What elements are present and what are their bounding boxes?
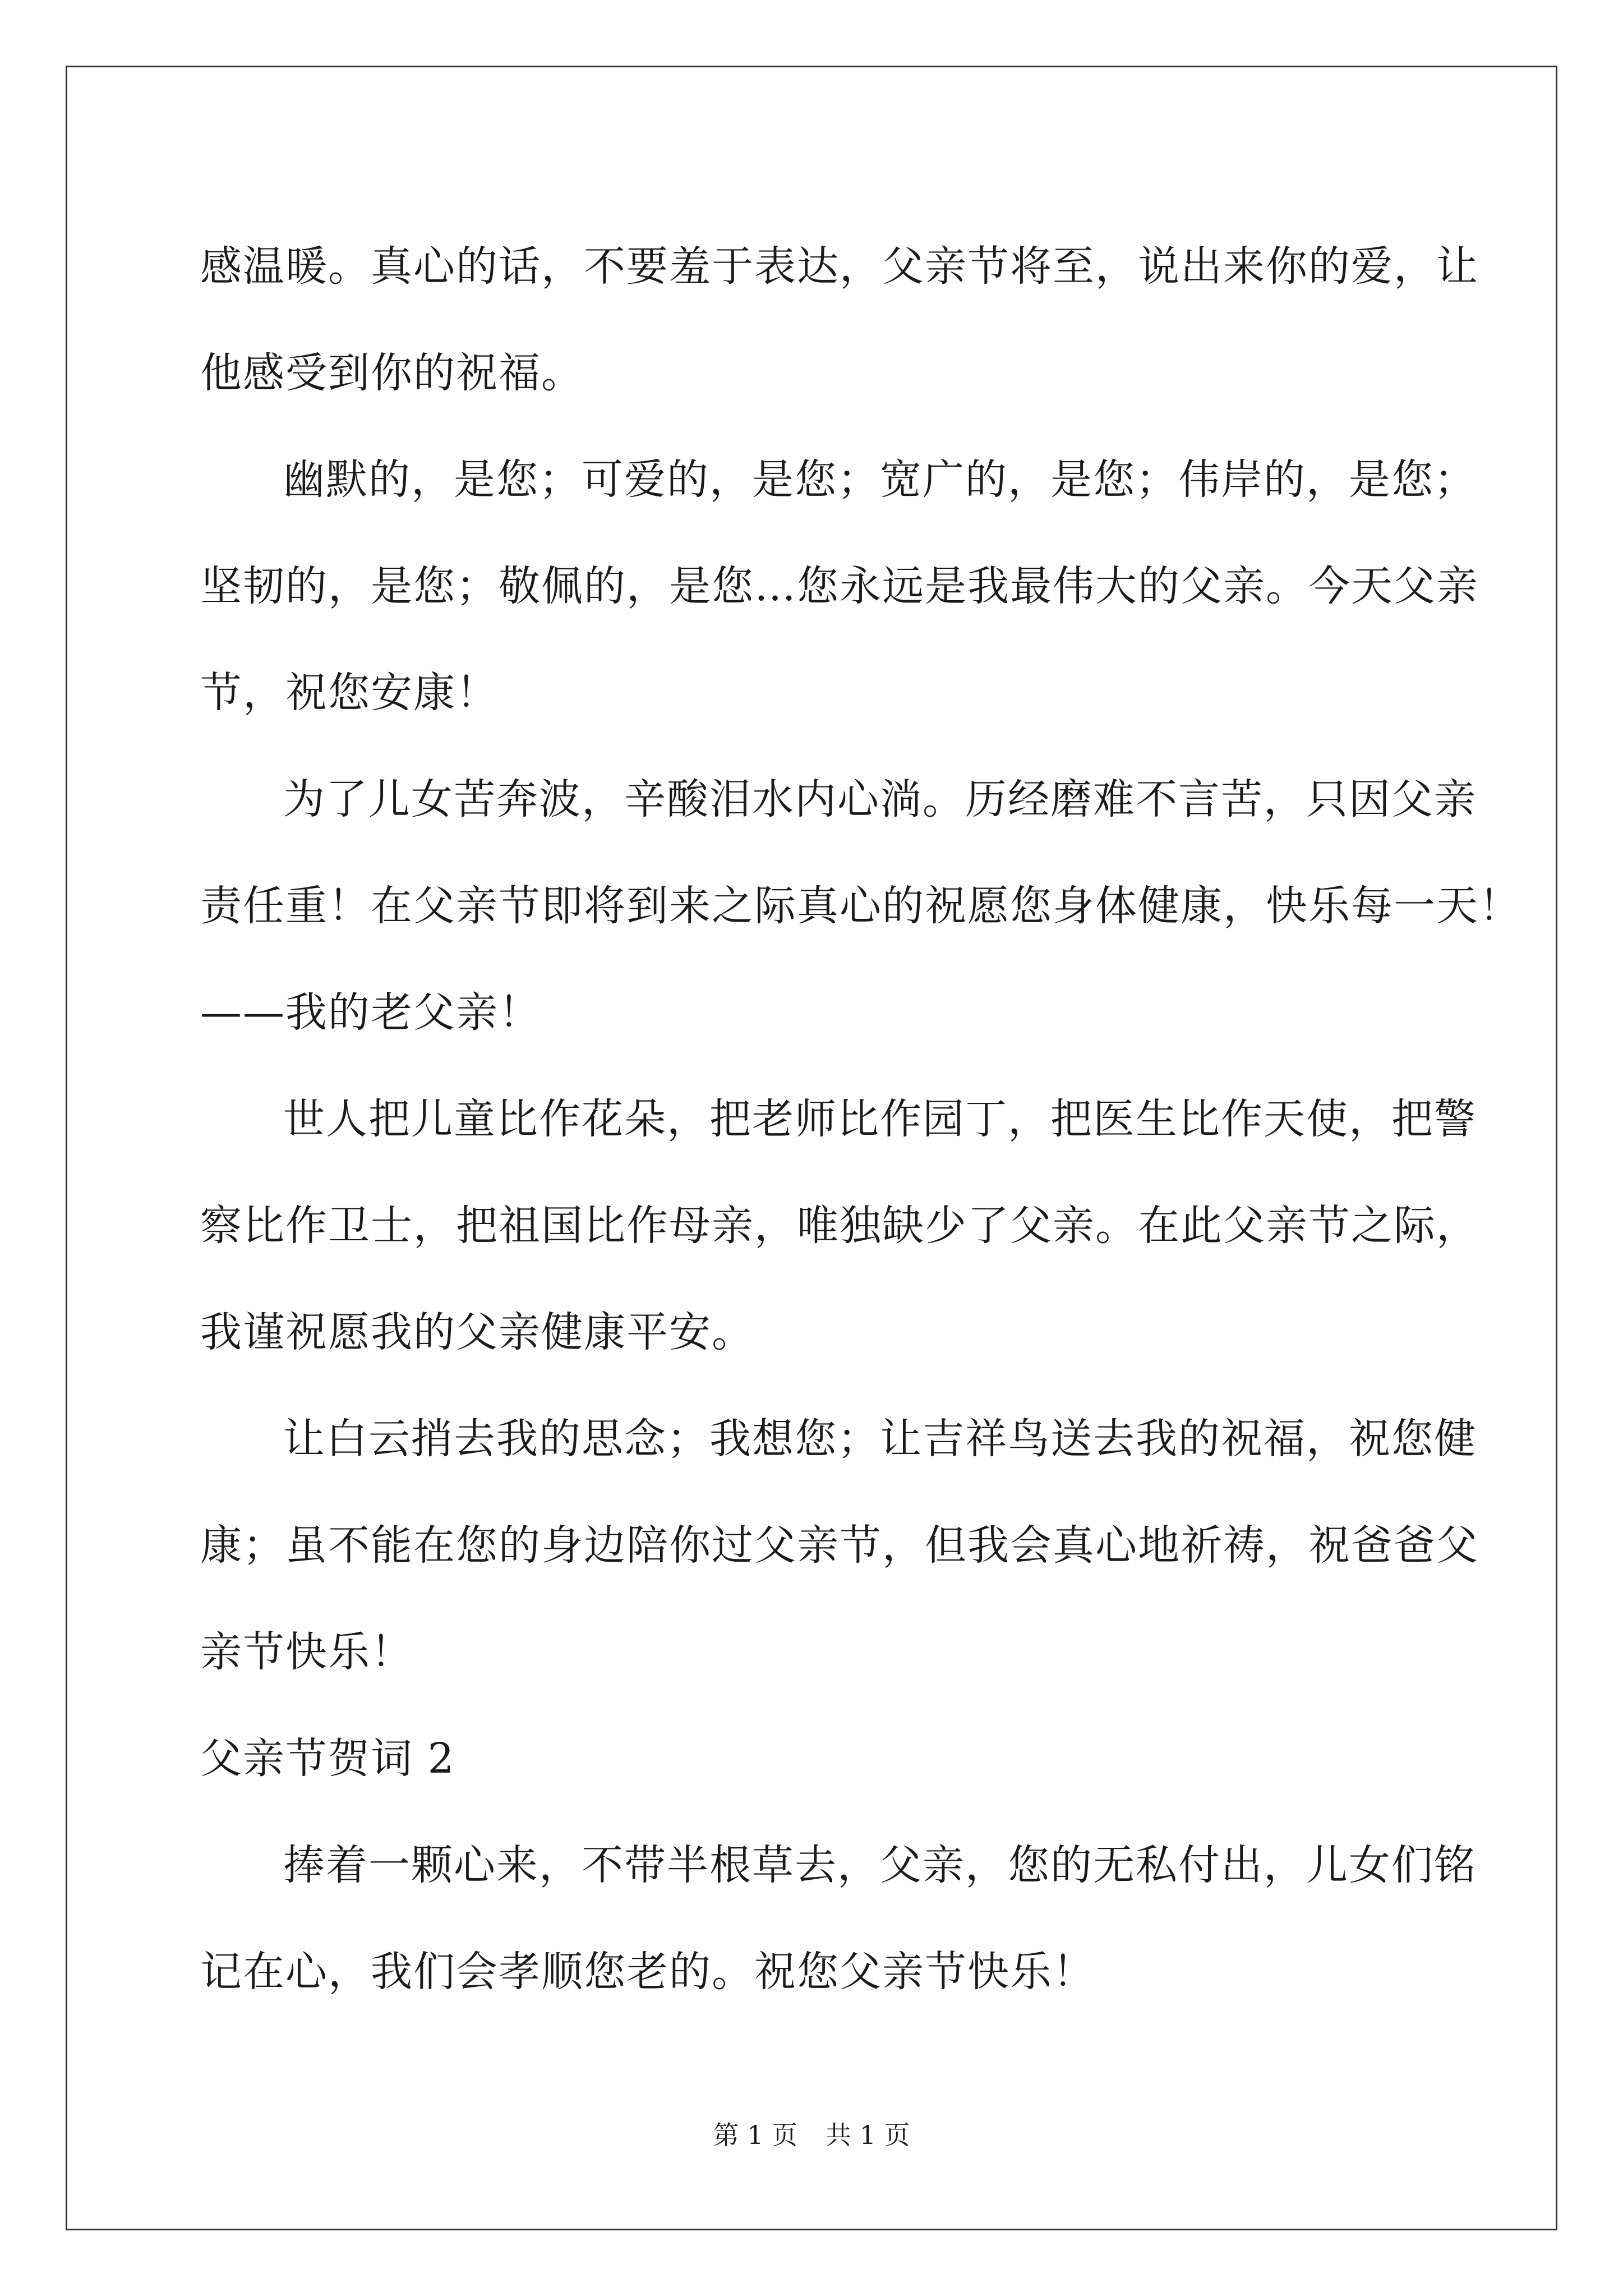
text-line: ——我的老父亲！ (200, 988, 541, 1037)
text-line: 世人把儿童比作花朵，把老师比作园丁，把医生比作天使，把警 (283, 1095, 1477, 1143)
page-footer (0, 2115, 1623, 2152)
text-line: 为了儿女苦奔波，辛酸泪水内心淌。历经磨难不言苦，只因父亲 (283, 775, 1477, 823)
document-body (200, 213, 1521, 2025)
text-line: 察比作卫士，把祖国比作母亲，唯独缺少了父亲。在此父亲节之际， (200, 1202, 1479, 1250)
text-line: 坚韧的，是您；敬佩的，是您…您永远是我最伟大的父亲。今天父亲 (200, 562, 1479, 610)
text-line: 康；虽不能在您的身边陪你过父亲节，但我会真心地祈祷，祝爸爸父 (200, 1521, 1479, 1570)
text-line: 节，祝您安康！ (200, 669, 499, 717)
text-line: 幽默的，是您；可爱的，是您；宽广的，是您；伟岸的，是您； (283, 455, 1477, 504)
text-line: 让白云捎去我的思念；我想您；让吉祥鸟送去我的祝福，祝您健 (283, 1415, 1477, 1463)
page-total: 共 1 页 (826, 2120, 910, 2150)
text-line: 我谨祝愿我的父亲健康平安。 (200, 1308, 754, 1356)
text-line: 记在心，我们会孝顺您老的。祝您父亲节快乐！ (200, 1948, 1095, 1996)
text-line: 亲节快乐！ (200, 1628, 413, 1676)
text-line: 责任重！在父亲节即将到来之际真心的祝愿您身体健康，快乐每一天！ (200, 882, 1521, 930)
text-line: 感温暖。真心的话，不要羞于表达，父亲节将至，说出来你的爱，让 (200, 242, 1479, 291)
section-heading: 父亲节贺词 2 (200, 1734, 455, 1783)
page-number: 第 1 页 (713, 2120, 797, 2150)
text-line: 捧着一颗心来，不带半根草去，父亲，您的无私付出，儿女们铭 (283, 1841, 1477, 1889)
text-line: 他感受到你的祝福。 (200, 349, 584, 397)
